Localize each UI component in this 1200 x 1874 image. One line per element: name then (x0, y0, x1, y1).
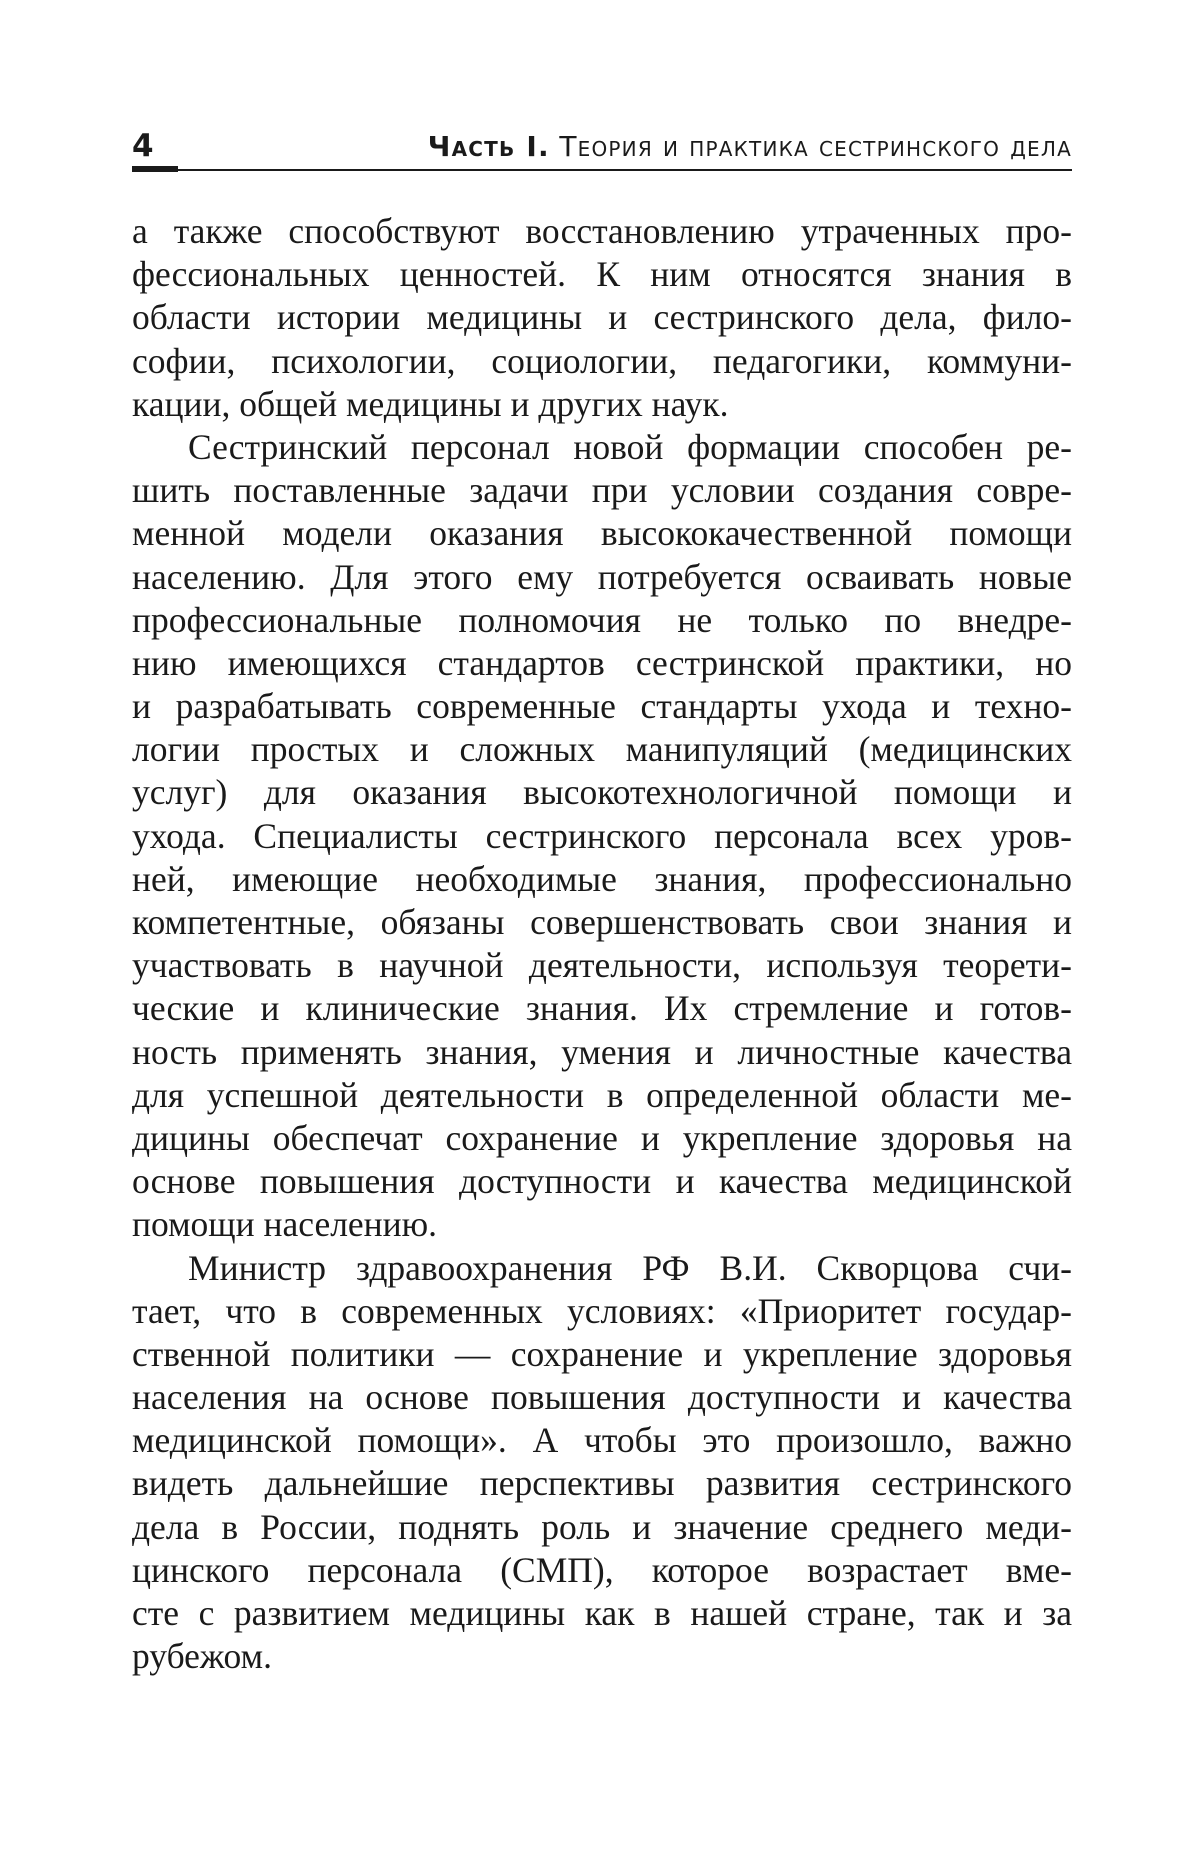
text-line: софии, психологии, социологии, педагогики, коммуни- (132, 340, 1072, 381)
text-line: профессиональные полномочия не только по внедре- (132, 599, 1072, 640)
running-head (428, 132, 1072, 163)
text-line: ческие и клинические знания. Их стремление и готов- (132, 988, 1072, 1029)
text-line: тает, что в современных условиях: «Приоритет государ- (132, 1290, 1072, 1331)
text-line: компетентные, обязаны совершенствовать свои знания и (132, 902, 1072, 942)
text-line: помощи населению. (132, 1204, 438, 1245)
text-line: кации, общей медицины и других наук. (132, 383, 729, 424)
text-line: участвовать в научной деятельности, используя теорети- (132, 945, 1072, 986)
text-line: цинского персонала (СМП), которое возрастает вме- (132, 1549, 1072, 1590)
running-head-title: Теория и практика сестринского дела (559, 130, 1072, 163)
text-line: видеть дальнейшие перспективы развития сестринского (132, 1463, 1072, 1504)
header-rule-accent (132, 166, 178, 172)
text-line: Министр здравоохранения РФ В.И. Скворцова счи- (188, 1247, 1072, 1288)
header-rule (132, 169, 1072, 171)
text-line: области истории медицины и сестринского дела, фило- (132, 297, 1072, 338)
text-line: шить поставленные задачи при условии создания совре- (132, 470, 1072, 511)
text-line: ней, имеющие необходимые знания, профессионально (132, 858, 1072, 899)
text-line: ухода. Специалисты сестринского персонала всех уров- (132, 815, 1072, 856)
text-line: ность применять знания, умения и личностные качества (132, 1031, 1072, 1072)
body-text (132, 210, 1072, 1678)
text-line: ственной политики — сохранение и укрепление здоровья (132, 1333, 1072, 1374)
text-line: дела в России, поднять роль и значение среднего меди- (132, 1506, 1072, 1547)
text-line: основе повышения доступности и качества медицинской (132, 1161, 1072, 1202)
text-line: Сестринский персонал новой формации способен ре- (188, 426, 1072, 467)
text-line: фессиональных ценностей. К ним относятся знания в (132, 254, 1072, 295)
text-line: менной модели оказания высококачественной помощи (132, 513, 1072, 554)
text-line: и разрабатывать современные стандарты ухода и техно- (132, 686, 1072, 727)
page-number: 4 (132, 128, 154, 164)
text-line: рубежом. (132, 1636, 272, 1677)
text-line: сте с развитием медицины как в нашей стране, так и за (132, 1593, 1072, 1633)
text-line: дицины обеспечат сохранение и укрепление здоровья на (132, 1117, 1072, 1158)
text-line: а также способствуют восстановлению утраченных про- (132, 211, 1072, 251)
text-line: нию имеющихся стандартов сестринской практики, но (132, 642, 1072, 683)
text-line: услуг) для оказания высокотехнологичной помощи и (132, 772, 1072, 813)
running-head-part-label: Часть I. (427, 130, 550, 163)
text-line: населения на основе повышения доступности и качества (132, 1377, 1072, 1418)
text-line: логии простых и сложных манипуляций (медицинских (132, 729, 1072, 770)
text-line: медицинской помощи». А чтобы это произошло, важно (132, 1420, 1072, 1461)
text-line: населению. Для этого ему потребуется осваивать новые (132, 556, 1072, 597)
text-line: для успешной деятельности в определенной области ме- (132, 1074, 1072, 1115)
